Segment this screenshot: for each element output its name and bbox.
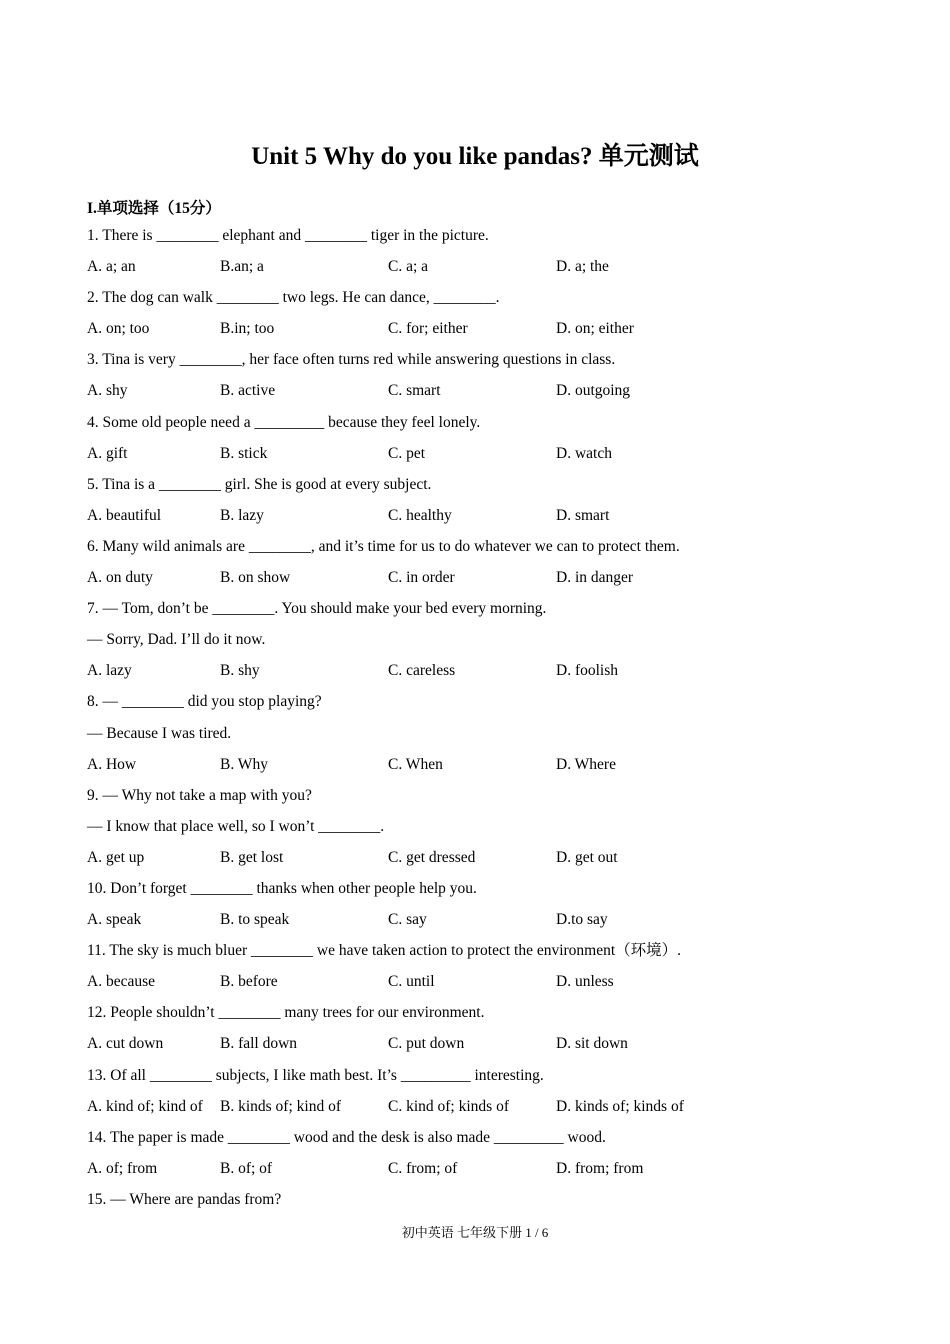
option-a: A. lazy	[87, 662, 132, 680]
question-stem: 10. Don’t forget ________ thanks when other people help you.	[87, 879, 477, 897]
option-d: D. a; the	[556, 258, 609, 276]
option-d: D. smart	[556, 506, 610, 524]
answer-options	[87, 378, 887, 409]
option-d: D.to say	[556, 911, 608, 929]
question-item	[87, 1125, 887, 1187]
option-d: D. on; either	[556, 320, 634, 338]
option-d: D. kinds of; kinds of	[556, 1097, 684, 1115]
option-d: D. sit down	[556, 1035, 628, 1053]
question-list	[87, 223, 887, 1218]
question-item	[87, 223, 887, 285]
option-c: C. a; a	[388, 258, 429, 276]
page-title: Unit 5 Why do you like pandas? 单元测试	[251, 143, 699, 170]
dialogue-line: — I know that place well, so I won’t ________.	[87, 817, 385, 835]
question-item	[87, 410, 887, 472]
question-item	[87, 689, 887, 782]
option-b: B.an; a	[220, 258, 264, 276]
answer-options	[87, 969, 887, 1000]
option-b: B. shy	[220, 662, 260, 680]
option-d: D. Where	[556, 755, 616, 773]
option-c: C. smart	[388, 382, 441, 400]
section-heading: I.单项选择（15分）	[87, 200, 221, 217]
option-c: C. pet	[388, 444, 426, 462]
option-d: D. foolish	[556, 662, 618, 680]
question-item	[87, 1187, 887, 1218]
question-item	[87, 938, 887, 1000]
question-stem: 5. Tina is a ________ girl. She is good at every subject.	[87, 475, 432, 493]
option-c: C. from; of	[388, 1159, 458, 1177]
option-b: B. Why	[220, 755, 268, 773]
option-d: D. get out	[556, 848, 618, 866]
answer-options	[87, 565, 887, 596]
option-b: B.in; too	[220, 320, 275, 338]
question-stem: 15. — Where are pandas from?	[87, 1190, 282, 1208]
answer-options	[87, 845, 887, 876]
answer-options	[87, 1156, 887, 1187]
question-item	[87, 596, 887, 689]
option-b: B. on show	[220, 569, 291, 587]
option-d: D. unless	[556, 973, 614, 991]
question-stem: 11. The sky is much bluer ________ we have taken action to protect the environment（环境）.	[87, 942, 682, 960]
option-b: B. lazy	[220, 506, 264, 524]
option-a: A. of; from	[87, 1159, 158, 1177]
option-c: C. in order	[388, 569, 455, 587]
option-a: A. gift	[87, 444, 128, 462]
question-item	[87, 472, 887, 534]
option-b: B. to speak	[220, 911, 290, 929]
question-stem: 8. — ________ did you stop playing?	[87, 693, 322, 711]
option-c: C. When	[388, 755, 443, 773]
option-a: A. get up	[87, 848, 145, 866]
option-a: A. shy	[87, 382, 128, 400]
question-stem: 12. People shouldn’t ________ many trees for our environment.	[87, 1004, 485, 1022]
option-a: A. kind of; kind of	[87, 1097, 203, 1115]
answer-options	[87, 503, 887, 534]
option-c: C. for; either	[388, 320, 468, 338]
question-item	[87, 534, 887, 596]
question-stem: 14. The paper is made ________ wood and the desk is also made _________ wood.	[87, 1128, 606, 1146]
option-c: C. healthy	[388, 506, 452, 524]
question-stem: 2. The dog can walk ________ two legs. He can dance, ________.	[87, 289, 500, 307]
option-d: D. in danger	[556, 569, 634, 587]
option-a: A. because	[87, 973, 155, 991]
question-stem: 9. — Why not take a map with you?	[87, 786, 312, 804]
option-b: B. stick	[220, 444, 268, 462]
option-b: B. kinds of; kind of	[220, 1097, 341, 1115]
page-footer: 初中英语 七年级下册 1 / 6	[401, 1225, 549, 1240]
option-b: B. of; of	[220, 1159, 273, 1177]
answer-options	[87, 1031, 887, 1062]
question-stem: 1. There is ________ elephant and ________ tiger in the picture.	[87, 227, 489, 244]
question-stem: 7. — Tom, don’t be ________. You should make your bed every morning.	[87, 600, 547, 618]
answer-options	[87, 316, 887, 347]
option-c: C. say	[388, 911, 427, 929]
question-item	[87, 285, 887, 347]
dialogue-line: — Sorry, Dad. I’ll do it now.	[87, 631, 266, 649]
option-a: A. on; too	[87, 320, 150, 338]
question-item	[87, 876, 887, 938]
answer-options	[87, 441, 887, 472]
answer-options	[87, 254, 887, 285]
answer-options	[87, 907, 887, 938]
question-item	[87, 347, 887, 409]
option-c: C. get dressed	[388, 848, 476, 866]
option-d: D. watch	[556, 444, 612, 462]
answer-options	[87, 658, 887, 689]
question-stem: 4. Some old people need a _________ because they feel lonely.	[87, 413, 481, 431]
question-item	[87, 1063, 887, 1125]
option-a: A. beautiful	[87, 506, 162, 524]
question-stem: 13. Of all ________ subjects, I like math best. It’s _________ interesting.	[87, 1066, 544, 1084]
option-c: C. until	[388, 973, 435, 991]
option-c: C. careless	[388, 662, 456, 680]
option-d: D. from; from	[556, 1159, 644, 1177]
option-a: A. a; an	[87, 258, 136, 276]
option-d: D. outgoing	[556, 382, 631, 400]
option-b: B. active	[220, 382, 276, 400]
dialogue-line: — Because I was tired.	[87, 724, 232, 742]
answer-options	[87, 752, 887, 783]
option-a: A. How	[87, 755, 137, 773]
option-b: B. before	[220, 973, 278, 991]
question-item	[87, 783, 887, 876]
question-item	[87, 1000, 887, 1062]
option-a: A. cut down	[87, 1035, 164, 1053]
option-c: C. kind of; kinds of	[388, 1097, 509, 1115]
question-stem: 6. Many wild animals are ________, and it’s time for us to do whatever we can to protect them.	[87, 537, 680, 555]
option-c: C. put down	[388, 1035, 465, 1053]
answer-options	[87, 1094, 887, 1125]
option-b: B. get lost	[220, 848, 284, 866]
option-a: A. speak	[87, 911, 142, 929]
option-b: B. fall down	[220, 1035, 298, 1053]
option-a: A. on duty	[87, 569, 153, 587]
question-stem: 3. Tina is very ________, her face often turns red while answering questions in class.	[87, 351, 616, 369]
